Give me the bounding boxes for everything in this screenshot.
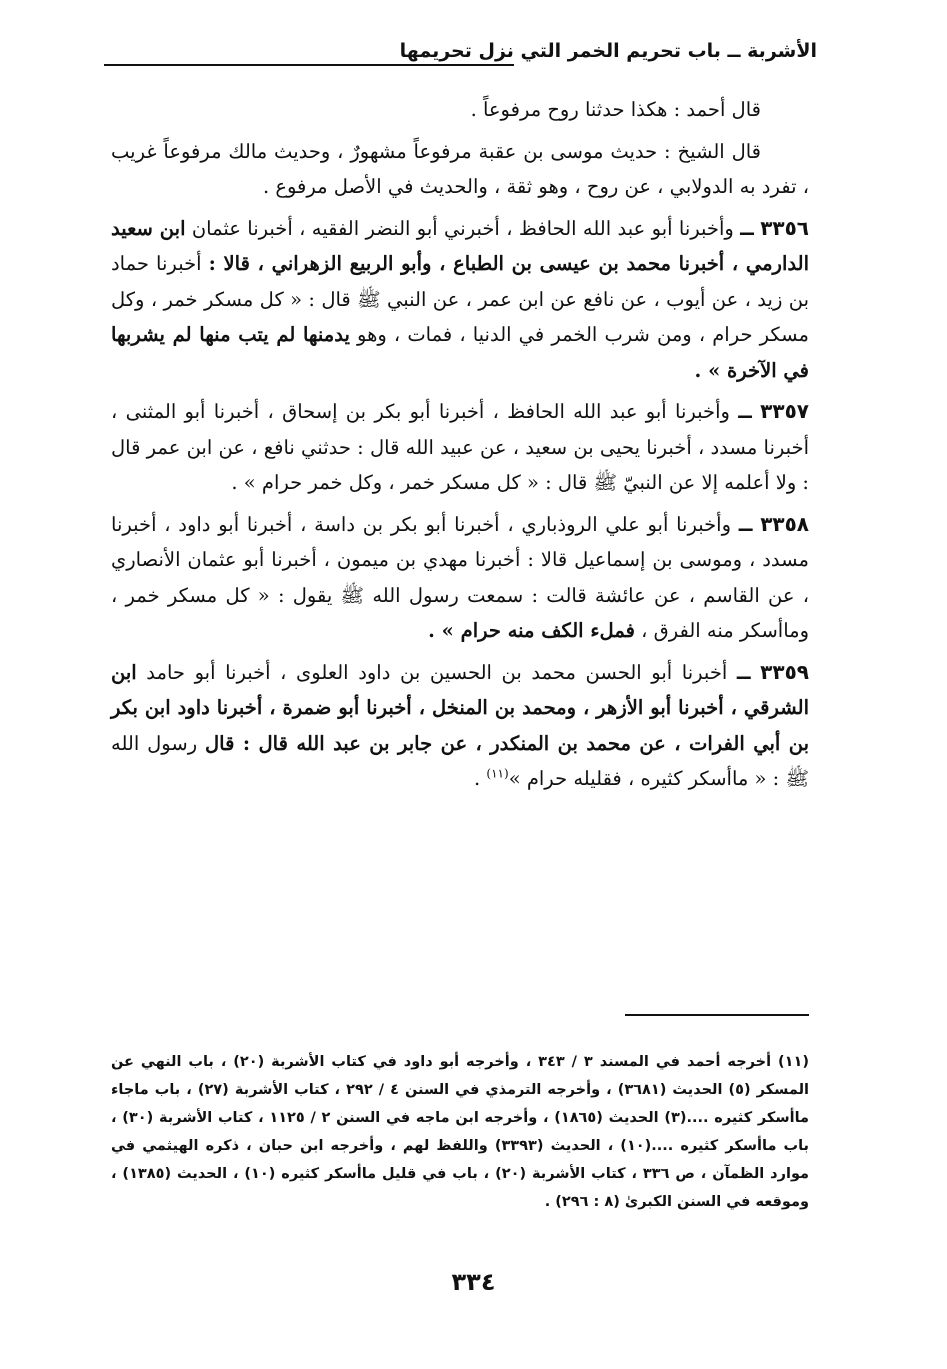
hadith-dash: ــ — [736, 659, 751, 684]
hadith-text-bold: يدمنها لم يتب منها لم يشربها في الآخرة » . — [111, 323, 809, 382]
footnote: (١١) أخرجه أحمد في المسند ٣ / ٣٤٣ ، وأخرجه أبو داود في كتاب الأشربة (٢٠) ، باب النهي عن المسكر (٥) الحديث (٣٦٨١) ، وأخرجه الترمذي في السنن ٤ / ٢٩٢ ، كتاب الأشربة (٢٧) ، باب ماجاء ماأسكر كثيره ....(٣) الحديث (١٨٦٥) ، وأخرجه ابن ماجه في السنن ٢ / ١١٢٥ ، كتاب الأشربة (٣٠) ، باب ماأسكر كثيره ....(١٠) ، الحديث (٣٣٩٣) واللفظ لهم ، وأخرجه ابن حبان ، ذكره الهيثمي في موارد الظمآن ، ص ٣٣٦ ، كتاب الأشربة (٢٠) ، باب في قليل ماأسكر كثيره (١٠) ، الحديث (١٣٨٥) ، وموقعه في السنن الكبرىٰ (٨ : ٢٩٦) . — [111, 1054, 810, 1210]
footnote-rule — [625, 1014, 809, 1016]
hadith-text: رسول الله ﷺ : « ماأسكر كثيره ، فقليله حرام » — [111, 731, 809, 790]
footnote-reference: (١١) — [486, 766, 509, 781]
hadith-number: ٣٣٥٩ — [760, 659, 809, 684]
main-text — [111, 92, 809, 797]
hadith-dash: ــ — [738, 511, 753, 536]
intro-line-2: قال الشيخ : حديث موسى بن عقبة مرفوعاً مشهورٌ ، وحديث مالك مرفوعاً غريب ، تفرد به الدولابي ، عن روح ، وهو ثقة ، والحديث في الأصل مرفوع . — [111, 139, 809, 198]
hadith-number: ٣٣٥٦ — [760, 215, 810, 240]
hadith-number: ٣٣٥٧ — [760, 399, 809, 423]
hadith-3358 — [111, 507, 809, 649]
hadith-text: وأخبرنا أبو علي الروذباري ، أخبرنا أبو بكر بن داسة ، أخبرنا أبو داود ، أخبرنا مسدد ، وموسى بن إسماعيل قالا : أخبرنا مهدي بن ميمون ، أخبرنا أبو عثمان الأنصاري ، عن القاسم ، عن عائشة قالت : سمعت رسول الله ﷺ يقول : « كل مسكر خمر ، وماأسكر منه الفرق ، — [111, 512, 809, 642]
hadith-3359 — [111, 655, 809, 797]
hadith-number: ٣٣٥٨ — [760, 511, 810, 536]
header-title: الأشربة ــ باب تحريم الخمر التي نزل تحريمها — [399, 40, 817, 62]
hadith-dash: ــ — [738, 399, 752, 423]
running-header — [104, 40, 817, 74]
hadith-text: وأخبرنا أبو عبد الله الحافظ ، أخبرني أبو النضر الفقيه ، أخبرنا عثمان — [191, 216, 734, 240]
hadith-3357 — [111, 394, 809, 501]
header-rule — [104, 64, 514, 66]
hadith-dash: ــ — [740, 215, 754, 240]
hadith-text-bold: ابن الشرقي ، أخبرنا أبو الأزهر ، ومحمد بن المنخل ، أخبرنا أبو ضمرة ، أخبرنا داود ابن بكر بن أبي الفرات ، عن محمد بن المنكدر ، عن جابر بن عبد الله قال : قال — [111, 660, 809, 755]
hadith-text: أخبرنا أبو الحسن محمد بن الحسين بن داود العلوى ، أخبرنا أبو حامد — [146, 660, 728, 684]
hadith-text-bold: ابن سعيد الدارمي ، أخبرنا محمد بن عيسى بن الطباع ، وأبو الربيع الزهراني ، قالا : — [111, 216, 809, 275]
hadith-text: . — [474, 767, 487, 790]
hadith-3356 — [111, 211, 809, 389]
hadith-text: وأخبرنا أبو عبد الله الحافظ ، أخبرنا أبو بكر بن إسحاق ، أخبرنا أبو المثنى ، أخبرنا مسدد ، أخبرنا يحيى بن سعيد ، عن عبيد الله قال : حدثني نافع ، عن ابن عمر قال : ولا أعلمه إلا عن النبيّ ﷺ قال : « كل مسكر خمر ، وكل خمر حرام » . — [111, 400, 809, 494]
page-number: ٣٣٤ — [451, 1268, 496, 1296]
hadith-text: أخبرنا حماد بن زيد ، عن أيوب ، عن نافع عن ابن عمر ، عن النبي ﷺ قال : « كل مسكر خمر ، وكل مسكر حرام ، ومن شرب الخمر في الدنيا ، فمات ، وهو — [111, 252, 809, 346]
hadith-text-bold: فملء الكف منه حرام » . — [428, 619, 635, 642]
intro-line-1: قال أحمد : هكذا حدثنا روح مرفوعاً . — [470, 98, 761, 121]
